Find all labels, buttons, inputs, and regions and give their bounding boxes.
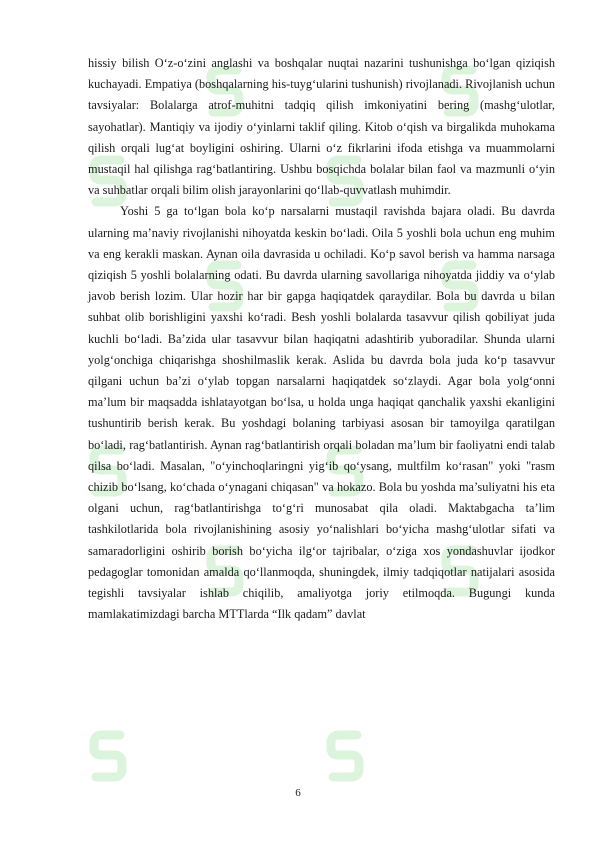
- paragraph-cognitive-development: hissiy bilish O‘z-o‘zini anglashi va boshqalar nuqtai nazarini tushunishga bo‘lgan qiziqish kuchayadi. Empatiya (boshqalarning his-tuyg‘ularini tushunish) rivojlanadi. Rivojlanish uchun tavsiyalar: Bolalarga atrof-muhitni tadqiq qilish imkoniyatini bering (mashg‘ulotlar, sayohatlar). Mantiqiy va ijodiy o‘yinlarni taklif qiling. Kitob o‘qish va birgalikda muhokama qilish orqali lug‘at boyligini oshiring. Ularni o‘z fikrlarini ifoda etishga va muammolarni mustaqil hal qilishga rag‘batlantiring. Ushbu bosqichda bolalar bilan faol va mazmunli o‘yin va suhbatlar orqali bilim olish jarayonlarini qo‘llab-quvvatlash muhimdir.: [88, 56, 555, 198]
- watermark-s-mark: [88, 725, 128, 785]
- paragraph-five-year-old: Yoshi 5 ga to‘lgan bola ko‘p narsalarni mustaqil ravishda bajara oladi. Bu davrda ularning ma’naviy rivojlanishi nihoyatda keskin bo‘ladi. Oila 5 yoshli bola uchun eng muhim va eng kerakli maskan. Aynan oila davrasida u ochiladi. Ko‘p savol berish va hamma narsaga qiziqish 5 yoshli bolalarning odati. Bu davrda ularning savollariga nihoyatda jiddiy va o‘ylab javob berish lozim. Ular hozir har bir gapga haqiqatdek qaraydilar. Bola bu davrda u bilan suhbat olib borishligini yaxshi ko‘radi. Besh yoshli bolalarda tasavvur qilish qobiliyat juda kuchli bo‘ladi. Ba’zida ular tasavvur bilan haqiqatni adashtirib yuboradilar. Shunda ularni yolg‘onchiga chiqarishga shoshilmaslik kerak. Aslida bu davrda bola juda ko‘p tasavvur qilgani uchun ba’zi o‘ylab topgan narsalarni haqiqatdek so‘zlaydi. Agar bola yolg‘onni ma’lum bir maqsadda ishlatayotgan bo‘lsa, u holda unga haqiqat qanchalik yaxshi ekanligini tushuntirib berish kerak. Bu yoshdagi bolaning tarbiyasi asosan bir tamoyilga qaratilgan bo‘ladi, rag‘batlantirish. Aynan rag‘batlantirish orqali boladan ma’lum bir faoliyatni endi talab qilsa bo‘ladi. Masalan, "o‘yinchoqlaringni yig‘ib qo‘ysang, multfilm ko‘rasan" yoki "rasm chizib bo‘lsang, ko‘chada o‘ynagani chiqasan" va hokazo. Bola bu yoshda ma’suliyatni his eta olgani uchun, rag‘batlantirishga to‘g‘ri munosabat qila oladi. Maktabgacha ta’lim tashkilotlarida bola rivojlanishining asosiy yo‘nalishlari bo‘yicha mashg‘ulotlar sifati va samaradorligini oshirib borish bo‘yicha ilg‘or tajribalar, o‘ziga xos yondashuvlar ijodkor pedagoglar tomonidan amalda qo‘llanmoqda, shuningdek, ilmiy tadqiqotlar natijalari asosida tegishli tavsiyalar ishlab chiqilib, amaliyotga joriy etilmoqda. Bugungi kunda mamlakatimizdagi barcha MTTlarda “Ilk qadam” davlat: [88, 204, 555, 622]
- body-text: [88, 53, 555, 625]
- page-number: 6: [295, 787, 301, 799]
- watermark-s-mark: [325, 725, 365, 785]
